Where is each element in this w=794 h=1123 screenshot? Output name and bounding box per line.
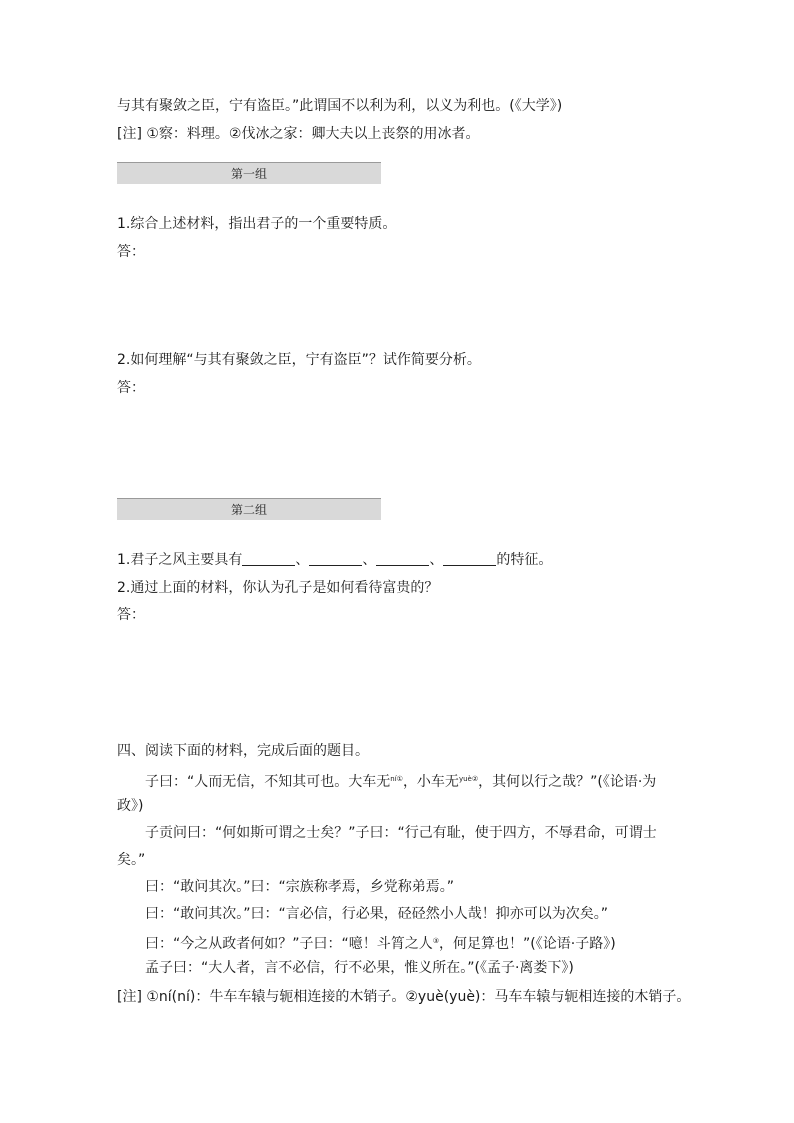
- group2-header: [117, 498, 381, 520]
- group1-question-2: 2.如何理解“与其有聚敛之臣，宁有盗臣”？试作简要分析。: [117, 352, 481, 368]
- separator: 、: [362, 552, 377, 568]
- passage-line: 曰：“敢问其次。”曰：“言必信，行必果，硁硁然小人哉！抑亦可以为次矣。”: [145, 906, 609, 922]
- separator: 、: [429, 552, 444, 568]
- group2-answer-2: 答：: [117, 607, 145, 623]
- fill-blank[interactable]: [376, 551, 429, 566]
- group1-question-1: 1.综合上述材料，指出君子的一个重要特质。: [117, 216, 397, 232]
- group2-question-1: [117, 550, 552, 570]
- fill-blank[interactable]: [242, 551, 295, 566]
- passage-text: ，其何以行之哉？”(《论语·为: [478, 774, 657, 790]
- group2-title: 第二组: [230, 503, 267, 517]
- fill-blank[interactable]: [443, 551, 496, 566]
- separator: 、: [295, 552, 310, 568]
- passage-text: 曰：“今之从政者何如？”子曰：“噫！斗筲之人: [145, 936, 433, 952]
- group1-answer-2: 答：: [117, 380, 145, 396]
- material-line: 与其有聚敛之臣，宁有盗臣。”此谓国不以利为利，以义为利也。(《大学》): [117, 98, 563, 114]
- footnote-mark: ③: [432, 937, 440, 945]
- passage-line: 子贡问曰：“何如斯可谓之士矣？”子曰：“行己有耻，使于四方，不辱君命，可谓士: [145, 825, 657, 841]
- group1-header: [117, 162, 381, 184]
- fill-blank[interactable]: [309, 551, 362, 566]
- passage-line: 曰：“敢问其次。”曰：“宗族称孝焉，乡党称弟焉。”: [145, 879, 455, 895]
- passage-line: [145, 769, 656, 792]
- passage-text: 子曰：“人而无信，不知其可也。大车无: [145, 774, 391, 790]
- passage-text: ，小车无: [402, 774, 459, 790]
- passage-text: ，何足算也！”(《论语·子路》): [439, 936, 616, 952]
- group1-answer-1: 答：: [117, 244, 145, 260]
- footnote-mark: ní①: [390, 775, 403, 783]
- group2-question-2: 2.通过上面的材料，你认为孔子是如何看待富贵的？: [117, 580, 439, 596]
- passage-line: 孟子曰：“大人者，言不必信，行不必果，惟义所在。”(《孟子·离娄下》): [145, 960, 574, 976]
- passage-line: 矣。”: [117, 852, 146, 868]
- section4-heading: 四、阅读下面的材料，完成后面的题目。: [117, 743, 369, 759]
- q1-suffix: 的特征。: [496, 552, 553, 568]
- section4-note: [注] ①ní(ní)：牛车车辕与轭相连接的木销子。②yuè(yuè)：马车车辕与轭相连接的木销子。: [117, 989, 691, 1005]
- material-note: [注] ①察：料理。②伐冰之家：卿大夫以上丧祭的用冰者。: [117, 126, 480, 142]
- group1-title: 第一组: [230, 167, 267, 181]
- passage-line: 政》): [117, 798, 144, 814]
- footnote-mark: yuè②: [458, 775, 479, 783]
- q1-prefix: 1.君子之风主要具有: [117, 552, 243, 568]
- passage-line: [145, 931, 616, 954]
